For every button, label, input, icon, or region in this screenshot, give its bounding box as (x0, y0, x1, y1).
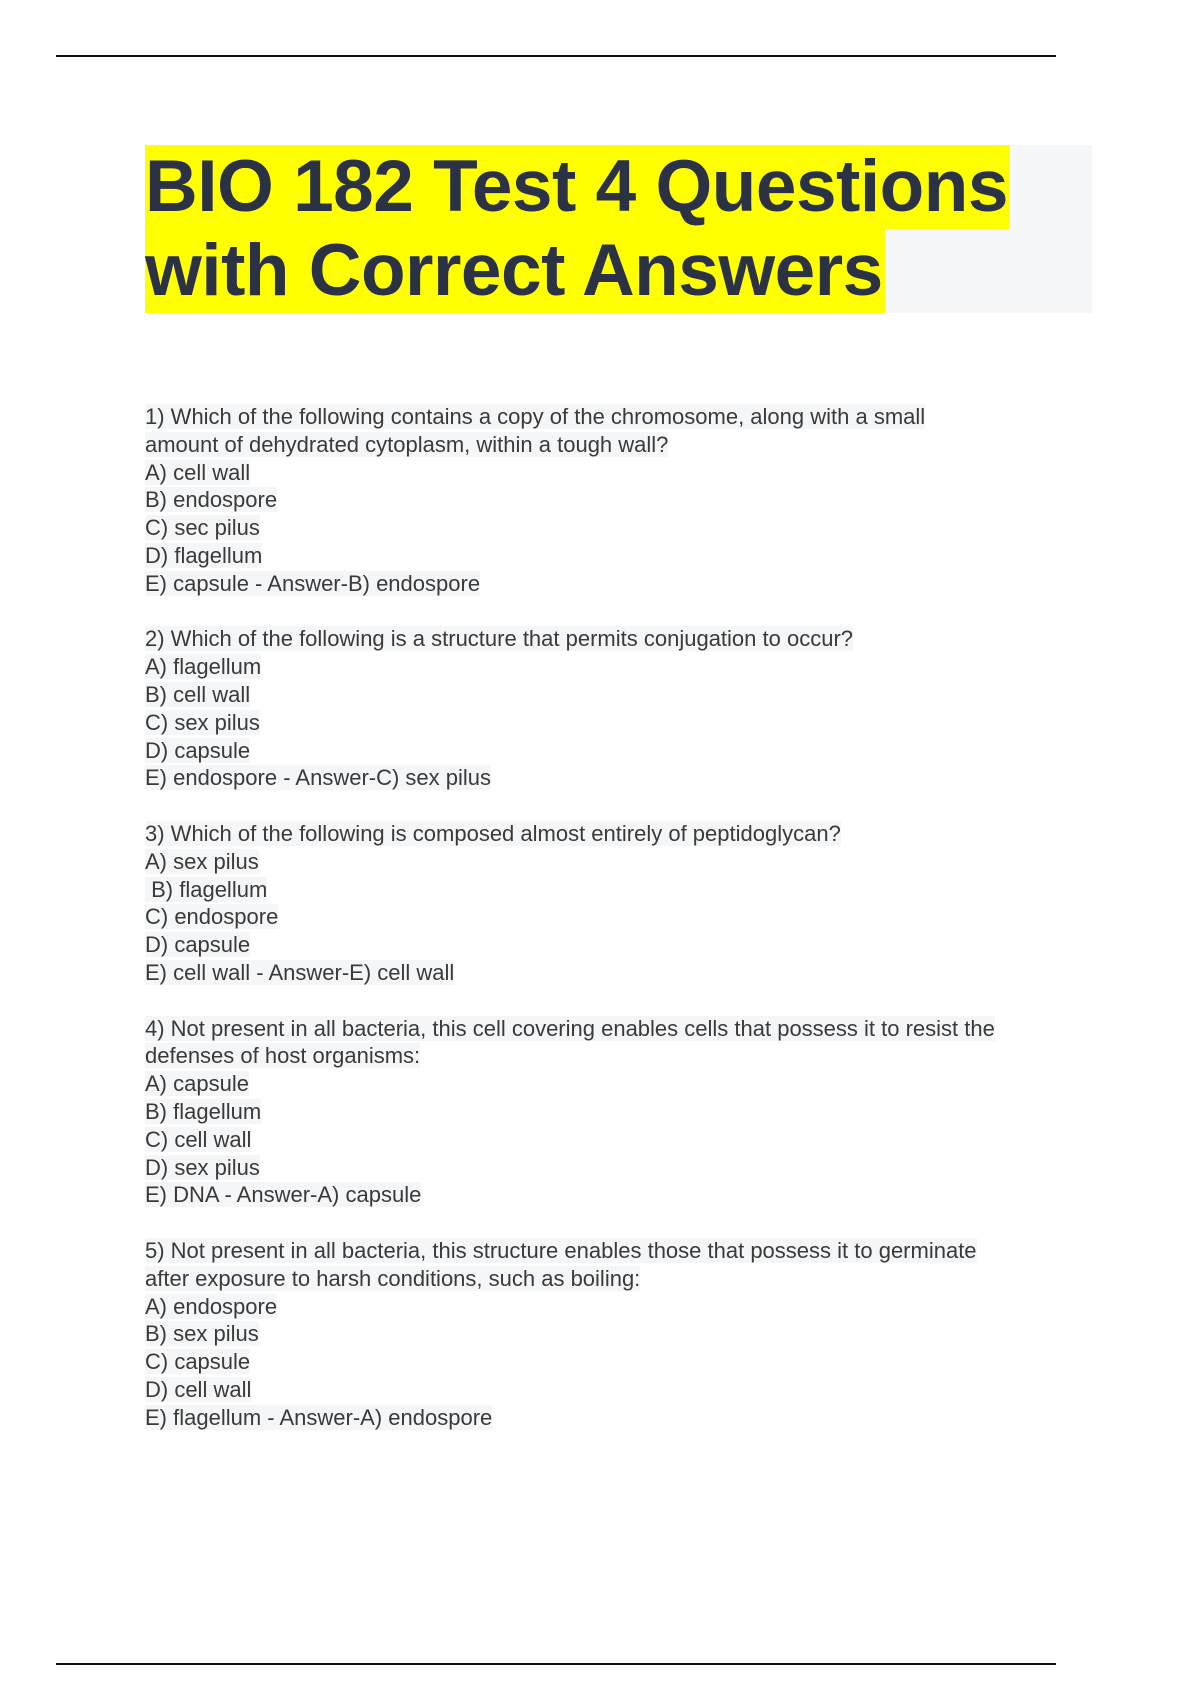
title-line-2: with Correct Answers (145, 230, 883, 311)
question-line (145, 1293, 1105, 1321)
question-line (145, 1070, 1105, 1098)
document-title (145, 145, 1010, 313)
line-text: B) sex pilus (145, 1321, 259, 1347)
question-text (145, 820, 1105, 848)
line-text: B) endospore (145, 487, 278, 513)
line-text: E) flagellum - Answer-A) endospore (145, 1404, 493, 1430)
line-text: E) DNA - Answer-A) capsule (145, 1182, 422, 1208)
question-line (145, 542, 1105, 570)
question-text (145, 1015, 1105, 1043)
question-text (145, 403, 1105, 431)
line-text: defenses of host organisms: (145, 1043, 421, 1069)
question-line (145, 959, 1105, 987)
line-text: B) cell wall (145, 681, 251, 707)
question-line (145, 709, 1105, 737)
line-text: E) endospore - Answer-C) sex pilus (145, 765, 492, 791)
question-line (145, 764, 1105, 792)
question-line (145, 653, 1105, 681)
line-text: E) cell wall - Answer-E) cell wall (145, 959, 455, 985)
line-text: C) sec pilus (145, 515, 260, 541)
question-line (145, 903, 1105, 931)
question-line (145, 681, 1105, 709)
line-text: C) cell wall (145, 1126, 252, 1152)
question-line (145, 486, 1105, 514)
question-text (145, 1237, 1105, 1265)
question-line (145, 1098, 1105, 1126)
line-text: A) sex pilus (145, 848, 259, 874)
question-line (145, 1265, 1105, 1293)
question-block (145, 820, 1105, 987)
line-text: 4) Not present in all bacteria, this cell covering enables cells that possess it to resist the (145, 1015, 995, 1041)
question-block (145, 403, 1105, 598)
question-line (145, 1376, 1105, 1404)
line-text: 1) Which of the following contains a copy of the chromosome, along with a small (145, 404, 926, 429)
bottom-rule (56, 1663, 1056, 1665)
line-text: D) flagellum (145, 542, 263, 568)
line-text: 3) Which of the following is composed almost entirely of peptidoglycan? (145, 820, 841, 846)
line-text: A) flagellum (145, 654, 262, 680)
question-line (145, 1320, 1105, 1348)
line-text: D) sex pilus (145, 1154, 260, 1180)
question-line (145, 1042, 1105, 1070)
question-line (145, 1126, 1105, 1154)
question-line (145, 514, 1105, 542)
question-line (145, 1404, 1105, 1432)
line-text: A) capsule (145, 1071, 249, 1097)
line-text: D) capsule (145, 737, 251, 763)
question-line (145, 848, 1105, 876)
question-list (145, 403, 1105, 1459)
question-line (145, 1154, 1105, 1182)
question-block (145, 1237, 1105, 1432)
line-text: C) endospore (145, 904, 279, 930)
line-text: after exposure to harsh conditions, such as boiling: (145, 1265, 641, 1291)
line-text: amount of dehydrated cytoplasm, within a tough wall? (145, 431, 669, 457)
line-text: 5) Not present in all bacteria, this structure enables those that possess it to germinate (145, 1237, 977, 1263)
top-rule (56, 55, 1056, 57)
line-text: 2) Which of the following is a structure that permits conjugation to occur? (145, 626, 854, 652)
question-line (145, 570, 1105, 598)
question-block (145, 1015, 1105, 1210)
question-line (145, 1348, 1105, 1376)
question-text (145, 625, 1105, 653)
line-text: C) capsule (145, 1349, 251, 1375)
line-text: D) capsule (145, 932, 251, 958)
question-block (145, 625, 1105, 792)
line-text: B) flagellum (145, 1098, 262, 1124)
title-line-1: BIO 182 Test 4 Questions (145, 146, 1008, 227)
line-text: E) capsule - Answer-B) endospore (145, 570, 481, 596)
line-text: A) endospore (145, 1293, 278, 1319)
question-line (145, 931, 1105, 959)
question-line (145, 876, 1105, 904)
line-text: D) cell wall (145, 1376, 252, 1402)
line-text: B) flagellum (145, 876, 268, 902)
question-line (145, 1181, 1105, 1209)
line-text: C) sex pilus (145, 709, 260, 735)
line-text: A) cell wall (145, 459, 251, 485)
question-line (145, 459, 1105, 487)
question-line (145, 737, 1105, 765)
question-line (145, 431, 1105, 459)
